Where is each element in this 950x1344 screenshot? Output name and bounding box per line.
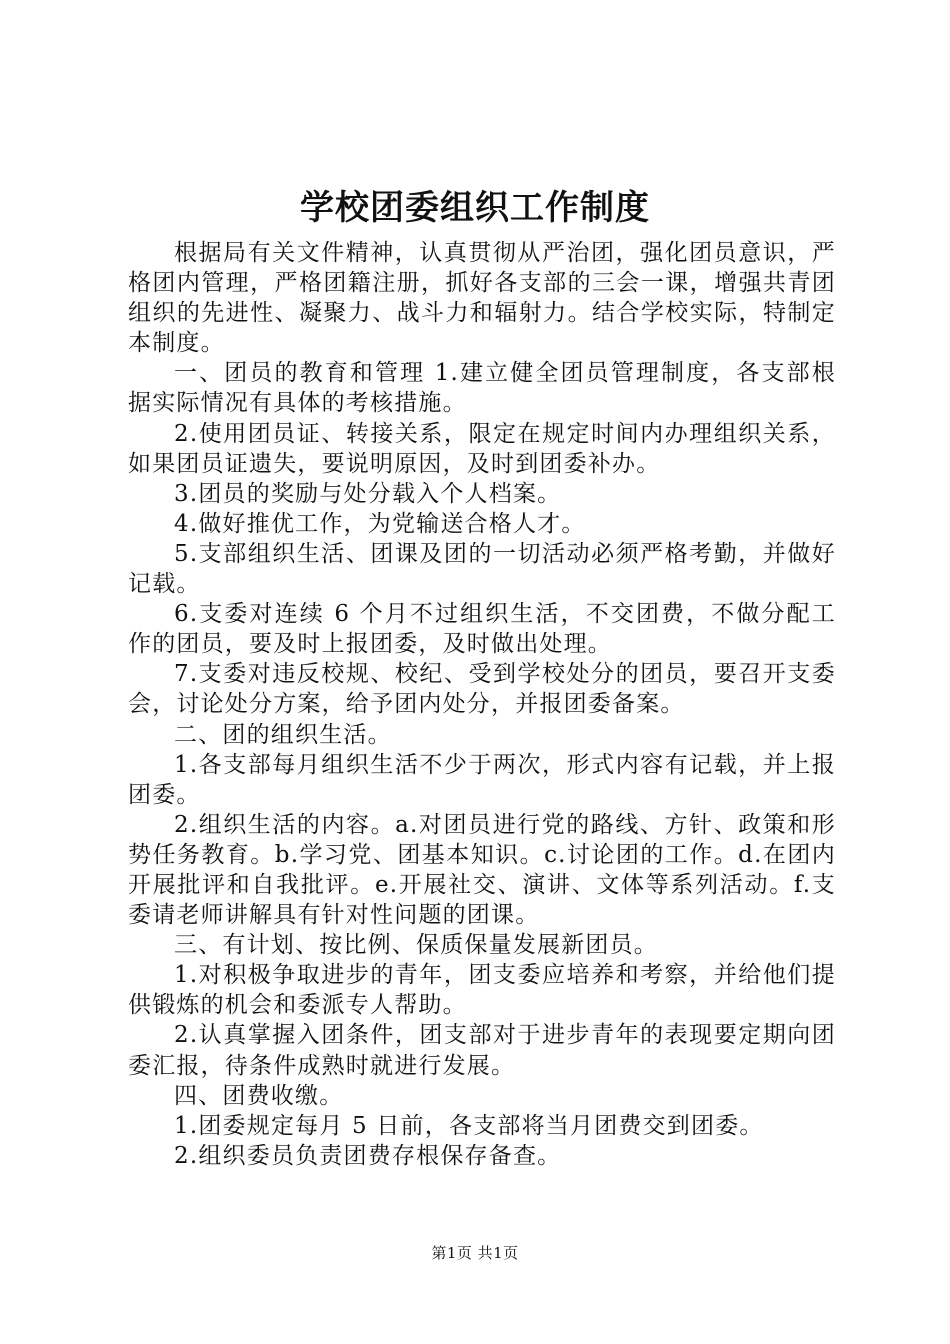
paragraph-item: 4.做好推优工作，为党输送合格人才。	[174, 510, 586, 537]
paragraph-intro: 根据局有关文件精神，认真贯彻从严治团，强化团员意识，严格团内管理，严格团籍注册，抓好各支部的三会一课，增强共青团组织的先进性、凝聚力、战斗力和辐射力。结合学校实际，特制定本制度。	[128, 240, 836, 357]
paragraph-item: 5.支部组织生活、团课及团的一切活动必须严格考勤，并做好记载。	[128, 540, 836, 598]
paragraph-item: 2.组织委员负责团费存根保存备查。	[174, 1142, 562, 1169]
paragraph-item: 6.支委对连续 6 个月不过组织生活，不交团费，不做分配工作的团员，要及时上报团委，及时做出处理。	[128, 601, 836, 658]
paragraph-item: 1.团委规定每月 5 日前，各支部将当月团费交到团委。	[174, 1112, 764, 1139]
document-body	[128, 238, 836, 1171]
page-number-footer: 第1页 共1页	[431, 1244, 519, 1262]
paragraph-item: 3.团员的奖励与处分载入个人档案。	[174, 480, 562, 507]
paragraph-section-1: 一、团员的教育和管理 1.建立健全团员管理制度，各支部根据实际情况有具体的考核措施。	[128, 360, 836, 417]
paragraph-item: 1.各支部每月组织生活不少于两次，形式内容有记载，并上报团委。	[128, 751, 836, 808]
paragraph-item: 2.认真掌握入团条件，团支部对于进步青年的表现要定期向团委汇报，待条件成熟时就进行发展。	[128, 1022, 836, 1079]
paragraph-section-2: 二、团的组织生活。	[174, 721, 392, 748]
paragraph-item: 7.支委对违反校规、校纪、受到学校处分的团员，要召开支委会，讨论处分方案，给予团内处分，并报团委备案。	[128, 661, 836, 718]
document-title: 学校团委组织工作制度	[300, 188, 650, 228]
paragraph-item: 2.使用团员证、转接关系，限定在规定时间内办理组织关系，如果团员证遗失，要说明原因，及时到团委补办。	[128, 420, 836, 477]
paragraph-section-3: 三、有计划、按比例、保质保量发展新团员。	[174, 932, 658, 959]
paragraph-section-4: 四、团费收缴。	[174, 1082, 344, 1109]
paragraph-item: 1.对积极争取进步的青年，团支委应培养和考察，并给他们提供锻炼的机会和委派专人帮助。	[128, 962, 836, 1019]
paragraph-item: 2.组织生活的内容。a.对团员进行党的路线、方针、政策和形势任务教育。b.学习党、团基本知识。c.讨论团的工作。d.在团内开展批评和自我批评。e.开展社交、演讲、文体等系列活动。f.支委请老师讲解具有针对性问题的团课。	[128, 811, 836, 929]
